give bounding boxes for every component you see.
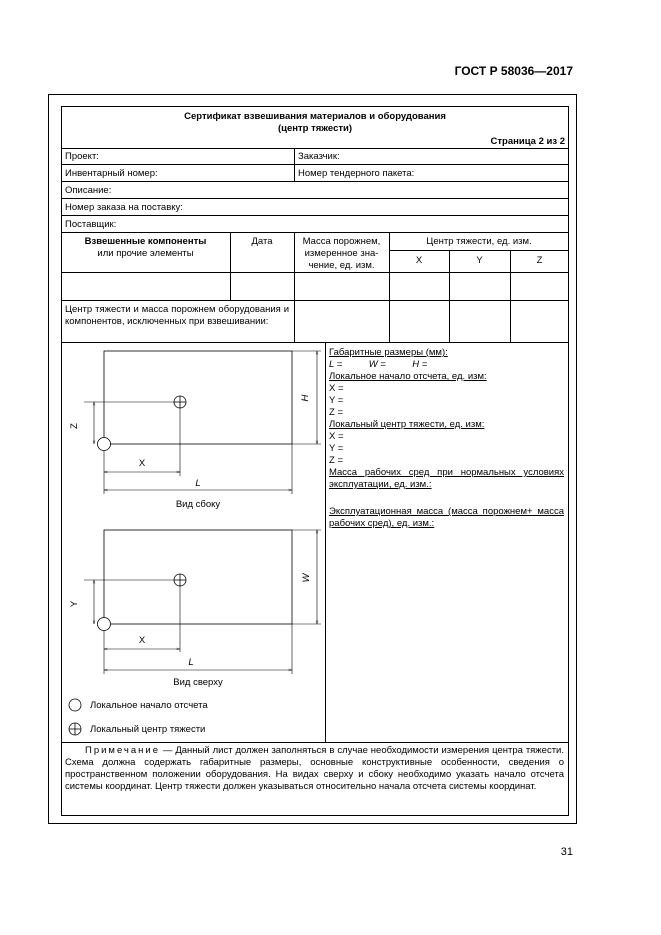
col-mass-line3: чение, ед. изм. xyxy=(308,260,375,271)
tender-label: Номер тендерного пакета: xyxy=(298,168,415,179)
cog-title: Локальный центр тяжести, ед. изм: xyxy=(329,419,485,430)
project-label: Проект: xyxy=(65,151,99,162)
col-mass-line1: Масса порожнем, xyxy=(302,236,381,247)
top-y-label: Y xyxy=(69,600,80,608)
origin-x: X = xyxy=(329,383,344,394)
origin-z: Z = xyxy=(329,407,343,418)
customer-label: Заказчик: xyxy=(298,151,340,162)
operating-mass-label: Эксплуатационная масса (масса порожнем+ масса рабочих сред), ед. изм.: xyxy=(329,506,564,529)
top-view-body xyxy=(104,530,292,624)
side-origin-icon xyxy=(98,438,111,451)
side-h-label: H xyxy=(300,394,311,402)
diagram-area xyxy=(61,342,325,742)
dimensions-title: Габаритные размеры (мм): xyxy=(329,347,448,358)
note-paragraph xyxy=(65,745,564,793)
note-label: Примечание xyxy=(85,745,160,756)
order-label: Номер заказа на поставку: xyxy=(65,202,183,213)
origin-title: Локальное начало отсчета, ед. изм: xyxy=(329,371,487,382)
col-y: Y xyxy=(476,255,483,266)
side-x-label: X xyxy=(138,458,146,469)
col-components-title: Взвешенные компоненты xyxy=(84,236,207,247)
dimensions-values: L = W = H = xyxy=(329,359,428,370)
description-label: Описание: xyxy=(65,185,112,196)
legend-origin-label: Локальное начало отсчета xyxy=(90,700,208,711)
col-center-of-gravity: Центр тяжести, ед. изм. xyxy=(426,236,532,247)
note-text: — Данный лист должен заполняться в случае необходимости измерения центра тяжести. Схема должна содержать габаритные размеры, основные конструктивные особенности, сведения о пространственном положении оборудования. На видах сверху и сбоку необходимо указать начало отсчета системы координат. Центр тяжести должен указываться относительно начала отсчета системы координат. xyxy=(65,745,564,792)
col-components-subtitle: или прочие элементы xyxy=(97,248,194,259)
top-w-label: W xyxy=(301,573,312,583)
supplier-label: Поставщик: xyxy=(65,219,117,230)
top-x-label: X xyxy=(138,635,146,646)
cog-z: Z = xyxy=(329,455,343,466)
top-view-caption: Вид сверху xyxy=(173,677,223,688)
top-l-label: L xyxy=(188,657,194,668)
form-title: Сертификат взвешивания материалов и оборудования xyxy=(184,111,446,122)
col-mass-line2: измеренное зна- xyxy=(304,248,379,259)
working-mass-label: Масса рабочих сред при нормальных условиях эксплуатации, ед. изм.: xyxy=(329,467,564,490)
col-x: X xyxy=(415,255,423,266)
standard-number: ГОСТ Р 58036—2017 xyxy=(454,64,573,78)
cog-y: Y = xyxy=(329,443,344,454)
cog-x: X = xyxy=(329,431,344,442)
form-page-label: Страница 2 из 2 xyxy=(490,136,565,147)
side-view xyxy=(84,351,321,494)
legend-origin-icon xyxy=(69,699,81,711)
inventory-label: Инвентарный номер: xyxy=(65,168,158,179)
page-number: 31 xyxy=(560,846,573,858)
col-date: Дата xyxy=(251,236,273,247)
top-origin-icon xyxy=(98,618,111,631)
excluded-equipment-label: Центр тяжести и масса порожнем оборудования и компонентов, исключенных при взвешивании: xyxy=(65,304,289,327)
col-z: Z xyxy=(536,255,543,266)
origin-y: Y = xyxy=(329,395,344,406)
side-l-label: L xyxy=(195,478,201,489)
form-subtitle: (центр тяжести) xyxy=(277,123,353,134)
side-view-caption: Вид сбоку xyxy=(175,499,221,510)
top-view xyxy=(84,530,321,674)
side-z-label: Z xyxy=(69,423,80,429)
side-view-body xyxy=(104,351,292,444)
legend-cog-label: Локальный центр тяжести xyxy=(90,724,206,735)
